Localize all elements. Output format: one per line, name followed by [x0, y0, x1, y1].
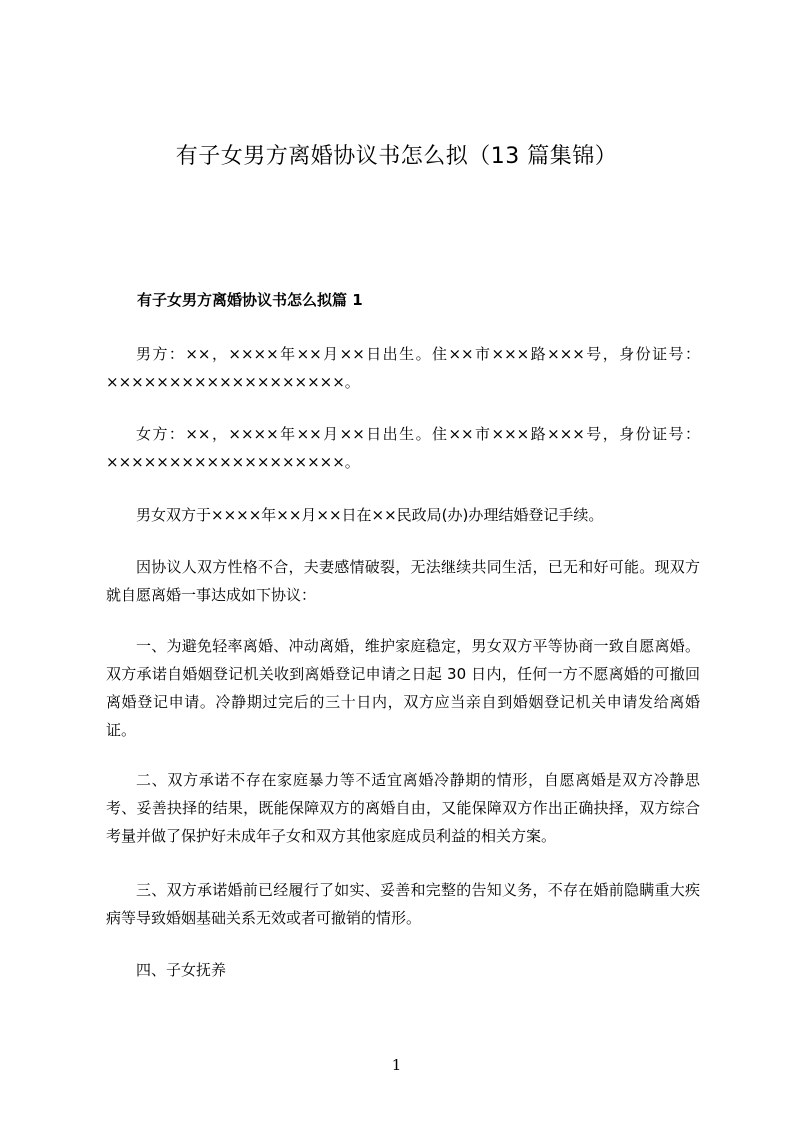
page-number: 1	[391, 1056, 402, 1074]
paragraph-female-party: 女方：××，××××年××月××日出生。住××市×××路×××号，身份证号：×××××××××××××××××××。	[106, 425, 700, 471]
paragraph-clause-four-heading: 四、子女抚养	[136, 961, 227, 979]
paragraph-agreement-reason: 因协议人双方性格不合，夫妻感情破裂，无法继续共同生活，已无和好可能。现双方就自愿离婚一事达成如下协议：	[106, 558, 700, 604]
paragraph-marriage-registration: 男女双方于××××年××月××日在××民政局(办)办理结婚登记手续。	[136, 506, 604, 524]
paragraph-clause-two: 二、双方承诺不存在家庭暴力等不适宜离婚冷静期的情形，自愿离婚是双方冷静思考、妥善抉择的结果，既能保障双方的离婚自由，又能保障双方作出正确抉择，双方综合考量并做了保护好未成年子女和双方其他家庭成员利益的相关方案。	[106, 771, 700, 845]
paragraph-clause-three: 三、双方承诺婚前已经履行了如实、妥善和完整的告知义务，不存在婚前隐瞒重大疾病等导致婚姻基础关系无效或者可撤销的情形。	[106, 881, 700, 927]
paragraph-male-party: 男方：××，××××年××月××日出生。住××市×××路×××号，身份证号：×××××××××××××××××××。	[106, 345, 700, 391]
document-title: 有子女男方离婚协议书怎么拟（13 篇集锦）	[175, 144, 618, 169]
paragraph-clause-one: 一、为避免轻率离婚、冲动离婚，维护家庭稳定，男女双方平等协商一致自愿离婚。双方承诺自婚姻登记机关收到离婚登记申请之日起 30 日内，任何一方不愿离婚的可撤回离婚登记申请。冷静期过完后的三十日内，双方应当亲自到婚姻登记机关申请发给离婚证。	[106, 637, 700, 739]
section-heading: 有子女男方离婚协议书怎么拟篇 1	[137, 291, 363, 309]
